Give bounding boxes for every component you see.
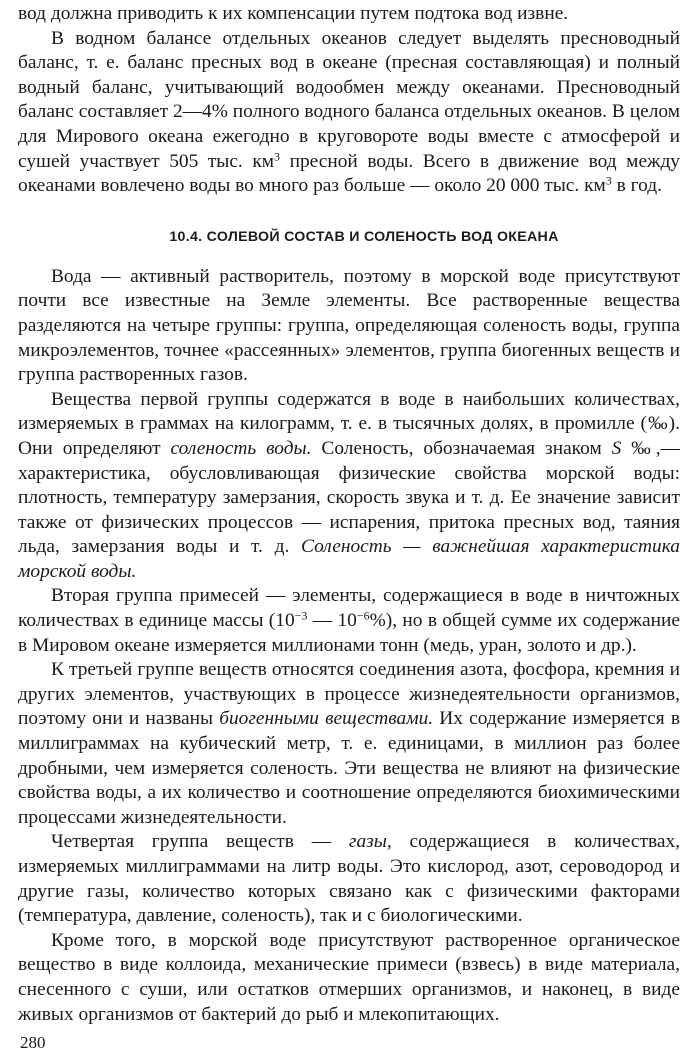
superscript: −3 [294, 608, 308, 623]
paragraph-text: Вода — активный растворитель, поэтому в морской воде присутствуют почти все известные на Земле элементы. Все растворенные вещества разделяются на четыре группы: группа, определяющая соленость воды, группа микроэлементов, точнее «рассеянных» элементов, группа биогенных веществ и группа растворенных газов. [18, 265, 680, 386]
paragraph-text: содержащиеся в количествах, измеряемых миллиграммами на литр воды. Это кислород, азот, сероводород и другие газы, количество которых связано как с физическими факторами (температура, давление, соленость), так и с биологическими. [18, 831, 680, 927]
salinity-symbol: S [611, 437, 622, 459]
page-number: 280 [20, 1033, 46, 1052]
page-body [18, 2, 680, 1027]
paragraph-text: Кроме того, в морской воде присутствуют растворенное органическое вещество в виде коллоида, механические примеси (взвесь) в виде материала, снесенного с суши, или остатков отмерших организмов, и наконец, в виде живых организмов от бактерий до рыб и млекопитающих. [18, 929, 680, 1025]
paragraph-organic-matter [18, 929, 680, 1027]
paragraph-third-group [18, 658, 680, 830]
paragraph-text: Соленость, обозначаемая знаком [311, 437, 612, 459]
superscript: 3 [274, 148, 281, 163]
superscript: −6 [356, 608, 370, 623]
paragraph-text: Вторая группа примесей — элементы, содержащиеся в воде в ничтожных количествах в единице массы (10 [18, 585, 680, 632]
paragraph-fourth-group [18, 830, 680, 928]
italic-term: газы, [348, 831, 392, 853]
section-heading: 10.4. СОЛЕВОЙ СОСТАВ И СОЛЕНОСТЬ ВОД ОКЕАНА [169, 228, 559, 245]
paragraph-text: — 10 [307, 610, 357, 632]
italic-term: биогенными веществами. [219, 708, 434, 730]
paragraph-text: в год. [611, 175, 662, 197]
paragraph-water-balance [18, 27, 680, 199]
paragraph-text: ‰,— характеристика, обусловливающая физические свойства морской воды: плотность, температуру замерзания, скорость звука и т. д. Ее значение зависит также от физических процессов — испарения, притока пресных вод, таяния льда, замерзания воды и т. д. [18, 437, 681, 558]
paragraph-text: пресной воды. Всего в движение вод между океанами вовлечено воды во много раз больше — около 20 000 тыс. км [18, 150, 681, 197]
paragraph-text: К третьей группе веществ относятся соединения азота, фосфора, кремния и других элементов, участвующих в процессе жизнедеятельности организмов, поэтому они и названы [18, 659, 680, 730]
paragraph-text: Четвертая группа веществ — [51, 831, 349, 853]
paragraph-second-group [18, 584, 680, 658]
superscript: 3 [605, 173, 612, 188]
italic-term: соленость воды. [170, 437, 312, 459]
paragraph-text: Вещества первой группы содержатся в воде в наибольших количествах, измеряемых в граммах на килограмм, т. е. в тысячных долях, в промилле (‰). Они определяют [18, 388, 680, 459]
paragraph-solvent [18, 265, 680, 388]
paragraph-text: %), но в общей сумме их содержание в Мировом океане измеряется миллионами тонн (медь, уран, золото и др.). [18, 610, 680, 656]
paragraph-text: Их содержание измеряется в миллиграммах на кубический метр, т. е. единицами, в миллион раз более дробными, чем измеряется соленость. Эти вещества не влияют на физические свойства воды, а их количество и соотношение определяются биохимическими процессами жизнедеятельности. [18, 708, 680, 828]
paragraph-text: вод должна приводить к их компенсации путем подтока вод извне. [18, 3, 569, 24]
paragraph-first-group [18, 388, 680, 585]
paragraph-text: В водном балансе отдельных океанов следует выделять пресноводный баланс, т. е. баланс пресных вод в океане (пресная составляющая) и полный водный баланс, учитывающий водообмен между океанами. Пресноводный баланс составляет 2—4% полного водного баланса отдельных океанов. В целом для Мирового океана ежегодно в круговороте воды вместе с атмосферой и сушей участвует 505 тыс. км [18, 27, 680, 172]
paragraph-continuation [18, 2, 680, 27]
italic-term: Соленость — важнейшая характеристика морской воды. [18, 536, 681, 582]
